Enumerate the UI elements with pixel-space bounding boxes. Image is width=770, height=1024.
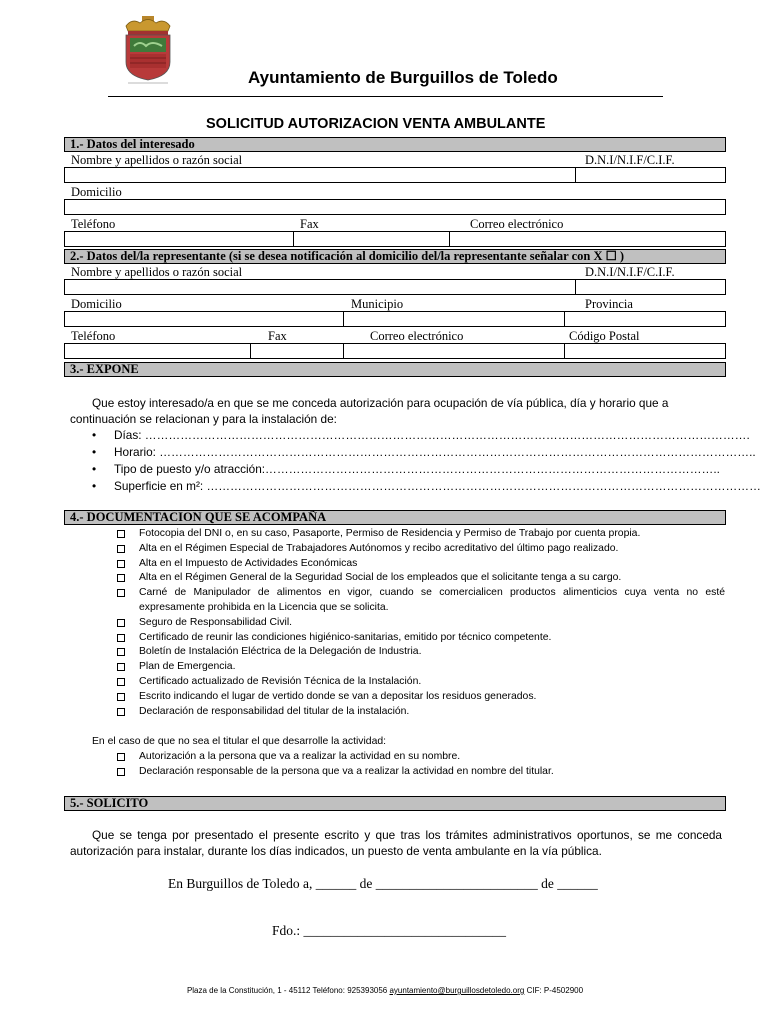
list-item[interactable]: Carné de Manipulador de alimentos en vigor, cuando se comercialicen productos alimenticios cuya venta no esté expresamente prohibida en la Licencia que se solicita. (117, 586, 725, 616)
solicito-paragraph: Que se tenga por presentado el presente escrito y que tras los trámites administrativos oportunos, se me conceda autorización para instalar, durante los días indicados, un puesto de venta ambulante en la vía pública. (70, 828, 722, 858)
list-item[interactable]: Escrito indicando el lugar de vertido donde se van a depositar los residuos generados. (117, 690, 725, 705)
non-owner-list (117, 750, 725, 780)
interested-name-label: Nombre y apellidos o razón social (71, 153, 243, 167)
checkbox-icon[interactable] (117, 589, 125, 597)
representative-id-field[interactable] (575, 279, 726, 295)
representative-email-field[interactable] (343, 343, 565, 359)
expone-list (92, 427, 761, 495)
section-3-heading: 3.- EXPONE (64, 362, 726, 377)
bullet-icon: • (92, 462, 97, 476)
interested-address-label: Domicilio (71, 185, 122, 199)
section-2-heading: 2.- Datos del/la representante (si se desea notificación al domicilio del/la representante señalar con X ☐ ) (64, 249, 726, 264)
checkbox-icon[interactable] (117, 648, 125, 656)
list-item[interactable]: Declaración de responsabilidad del titular de la instalación. (117, 705, 725, 720)
interested-phone-label: Teléfono (71, 217, 116, 231)
representative-postcode-label: Código Postal (569, 329, 640, 343)
list-item[interactable]: Boletín de Instalación Eléctrica de la Delegación de Industria. (117, 645, 725, 660)
section-4-heading: 4.- DOCUMENTACION QUE SE ACOMPAÑA (64, 510, 726, 525)
checkbox-icon[interactable] (117, 619, 125, 627)
interested-email-field[interactable] (449, 231, 726, 247)
date-line: En Burguillos de Toledo a, ______ de ________________________ de ______ (168, 876, 598, 891)
bullet-icon: • (92, 445, 97, 459)
list-item[interactable]: Plan de Emergencia. (117, 660, 725, 675)
representative-fax-field[interactable] (250, 343, 344, 359)
municipal-crest (118, 14, 178, 86)
representative-email-label: Correo electrónico (370, 329, 464, 343)
representative-address-label: Domicilio (71, 297, 122, 311)
representative-address-field[interactable] (64, 311, 344, 327)
checkbox-icon[interactable] (117, 545, 125, 553)
list-item[interactable]: Certificado de reunir las condiciones higiénico-sanitarias, emitido por técnico competente. (117, 631, 725, 646)
expone-paragraph: Que estoy interesado/a en que se me conceda autorización para ocupación de vía pública, día y horario que a continuación se relacionan y para la instalación de: (70, 396, 669, 426)
checkbox-icon[interactable] (117, 663, 125, 671)
section-5-heading: 5.- SOLICITO (64, 796, 726, 811)
footer-email-link[interactable]: ayuntamiento@burguillosdetoledo.org (389, 986, 525, 995)
interested-address-field[interactable] (64, 199, 726, 215)
documentation-list (117, 527, 725, 719)
footer-cif: CIF: P-4502900 (526, 986, 584, 995)
bullet-icon: • (92, 479, 97, 493)
footer-address: Plaza de la Constitución, 1 - 45112 Teléfono: 925393056 (186, 986, 388, 995)
list-item[interactable]: Certificado actualizado de Revisión Técnica de la Instalación. (117, 675, 725, 690)
list-item[interactable]: Alta en el Régimen General de la Seguridad Social de los empleados que el solicitante tenga a su cargo. (117, 571, 725, 586)
list-item: • Horario: …………………………………………………………………………………………………………………………………….. (92, 445, 756, 459)
header-divider (108, 96, 663, 97)
checkbox-icon[interactable] (117, 693, 125, 701)
list-item: • Superficie en m²: …………………………………………………………………………………………………………………………… (92, 479, 761, 493)
representative-town-field[interactable] (343, 311, 565, 327)
list-item[interactable]: Alta en el Régimen Especial de Trabajadores Autónomos y recibo acreditativo del último pago realizado. (117, 542, 725, 557)
list-item[interactable]: Alta en el Impuesto de Actividades Económicas (117, 557, 725, 572)
representative-province-label: Provincia (585, 297, 633, 311)
checkbox-icon[interactable] (117, 708, 125, 716)
interested-fax-field[interactable] (293, 231, 450, 247)
checkbox-icon[interactable] (117, 530, 125, 538)
checkbox-icon[interactable] (117, 560, 125, 568)
non-owner-intro: En el caso de que no sea el titular el que desarrolle la actividad: (92, 736, 387, 747)
section-1-heading: 1.- Datos del interesado (64, 137, 726, 152)
bullet-icon: • (92, 428, 97, 442)
representative-postcode-field[interactable] (564, 343, 726, 359)
interested-id-label: D.N.I/N.I.F/C.I.F. (585, 153, 675, 167)
municipality-name: Ayuntamiento de Burguillos de Toledo (248, 68, 558, 87)
checkbox-icon[interactable] (117, 634, 125, 642)
representative-phone-field[interactable] (64, 343, 251, 359)
list-item[interactable]: Declaración responsable de la persona que va a realizar la actividad en nombre del titular. (117, 765, 725, 780)
signature-line: Fdo.: ______________________________ (272, 923, 507, 938)
list-item[interactable]: Fotocopia del DNI o, en su caso, Pasaporte, Permiso de Residencia y Permiso de Trabajo por cuenta propia. (117, 527, 725, 542)
interested-fax-label: Fax (300, 217, 319, 231)
footer (0, 986, 770, 995)
checkbox-icon[interactable] (117, 678, 125, 686)
list-item[interactable]: Seguro de Responsabilidad Civil. (117, 616, 725, 631)
list-item[interactable]: Autorización a la persona que va a realizar la actividad en su nombre. (117, 750, 725, 765)
document-title: SOLICITUD AUTORIZACION VENTA AMBULANTE (206, 116, 546, 132)
representative-name-field[interactable] (64, 279, 576, 295)
interested-name-field[interactable] (64, 167, 576, 183)
list-item: • Días: ………………………………………………………………………………………………………………………………………. (92, 428, 750, 442)
representative-id-label: D.N.I/N.I.F/C.I.F. (585, 265, 675, 279)
representative-name-label: Nombre y apellidos o razón social (71, 265, 243, 279)
representative-phone-label: Teléfono (71, 329, 116, 343)
representative-town-label: Municipio (351, 297, 404, 311)
checkbox-icon[interactable] (117, 768, 125, 776)
representative-province-field[interactable] (564, 311, 726, 327)
representative-fax-label: Fax (268, 329, 287, 343)
interested-phone-field[interactable] (64, 231, 294, 247)
checkbox-icon[interactable] (117, 574, 125, 582)
interested-id-field[interactable] (575, 167, 726, 183)
list-item: • Tipo de puesto y/o atracción:…………………………………………………………………………………………………….. (92, 462, 720, 476)
interested-email-label: Correo electrónico (470, 217, 564, 231)
checkbox-icon[interactable] (117, 753, 125, 761)
